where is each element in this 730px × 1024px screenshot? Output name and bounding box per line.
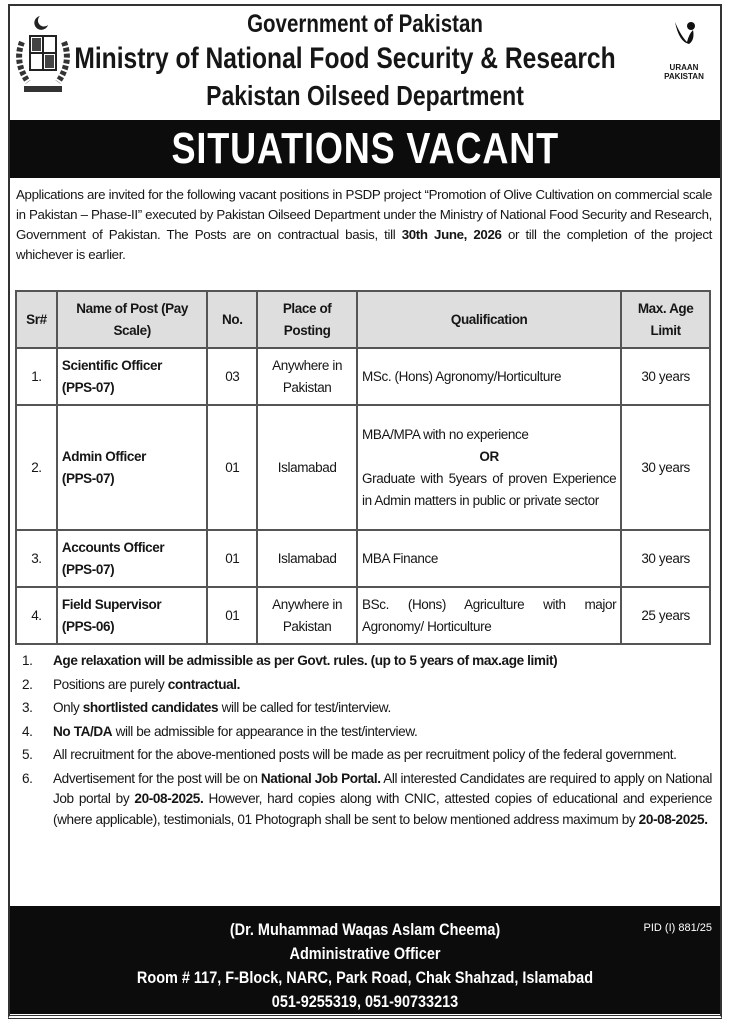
officer-designation: Administrative Officer <box>289 944 441 963</box>
item-number: 5. <box>22 747 33 762</box>
header-qualification: Qualification <box>357 291 621 348</box>
note-text: Only <box>53 700 83 715</box>
terms-list <box>22 651 712 833</box>
officer-name: (Dr. Muhammad Waqas Aslam Cheema) <box>229 920 501 939</box>
sr-cell: 2. <box>16 405 57 530</box>
place-cell: Anywhere in Pakistan <box>257 587 357 644</box>
item-number: 1. <box>22 653 33 668</box>
item-number: 4. <box>22 723 33 739</box>
age-cell: 30 years <box>621 530 710 587</box>
header-age: Max. Age Limit <box>621 291 710 348</box>
note-bold: shortlisted candidates <box>82 700 219 715</box>
phone-numbers: 051-9255319, 051-90733213 <box>271 992 459 1011</box>
sr-cell: 4. <box>16 587 57 644</box>
list-item <box>22 722 712 743</box>
table-row <box>16 405 710 530</box>
table-row <box>16 530 710 587</box>
note-bold: Age relaxation will be admissible as per Govt. rules. (up to 5 years of max.age limit) <box>53 653 558 668</box>
item-number: 2. <box>22 676 33 692</box>
banner <box>10 120 720 178</box>
bird-icon <box>669 18 699 58</box>
qualification-cell: MBA Finance <box>357 530 621 587</box>
pay-scale: (PPS-07) <box>61 379 115 395</box>
no-cell: 03 <box>207 348 257 405</box>
or-separator: OR <box>479 448 499 464</box>
age-cell: 30 years <box>621 405 710 530</box>
qualification-cell: MSc. (Hons) Agronomy/Horticulture <box>357 348 621 405</box>
note-text: Positions are purely <box>53 676 168 692</box>
note-bold: contractual. <box>167 676 241 692</box>
post-name: Accounts Officer <box>61 539 165 555</box>
note-text: However, hard copies along with CNIC, attested copies of educational and experience (where applicable), testimonials, 01 Photograph shall be sent to below mentioned address maximum by <box>53 791 713 827</box>
department-title: Pakistan Oilseed Department <box>206 80 524 111</box>
contract-end-date: 30th June, 2026 <box>401 227 502 242</box>
header-place: Place of Posting <box>257 291 357 348</box>
sr-cell: 3. <box>16 530 57 587</box>
list-item <box>22 745 712 766</box>
government-title: Government of Pakistan <box>247 10 483 38</box>
table-row <box>16 587 710 644</box>
note-text: will be called for test/interview. <box>218 700 391 715</box>
header <box>0 0 730 118</box>
no-cell: 01 <box>207 530 257 587</box>
no-cell: 01 <box>207 405 257 530</box>
header-sr: Sr# <box>16 291 57 348</box>
vacancy-table <box>15 290 711 645</box>
post-cell <box>57 530 208 587</box>
pid-number: PID (I) 881/25 <box>643 922 712 934</box>
table-row <box>16 348 710 405</box>
list-item <box>22 698 712 719</box>
post-name: Scientific Officer <box>61 357 162 373</box>
office-address: Room # 117, F-Block, NARC, Park Road, Chak Shahzad, Islamabad <box>136 968 594 987</box>
qualification-option-1: MBA/MPA with no experience <box>362 426 529 442</box>
note-text: will be admissible for appearance in the test/interview. <box>112 723 418 739</box>
post-cell <box>57 348 208 405</box>
age-cell: 25 years <box>621 587 710 644</box>
deadline-date: 20-08-2025. <box>134 791 204 806</box>
post-cell <box>57 405 208 530</box>
header-no: No. <box>207 291 257 348</box>
item-number: 3. <box>22 700 33 715</box>
list-item <box>22 769 712 831</box>
uraan-pakistan-logo: URAAN PAKISTAN <box>654 18 714 98</box>
header-post: Name of Post (Pay Scale) <box>57 291 208 348</box>
list-item <box>22 651 712 672</box>
intro-text: Applications are invited for the following vacant positions in PSDP project “Promotion of Olive Cultivation on commercial scale in Pakistan – Phase-II” executed by Pakistan Oilseed Department under the Ministry of National Food Security and Research, Government of Pakistan. The Posts are on contractual basis, till <box>16 187 712 242</box>
pay-scale: (PPS-07) <box>61 470 115 486</box>
table-header-row <box>16 291 710 348</box>
list-item <box>22 675 712 696</box>
note-text: Advertisement for the post will be on <box>53 770 261 786</box>
note-bold: No TA/DA <box>53 723 113 739</box>
footer-contact <box>10 906 720 1014</box>
place-cell: Anywhere in Pakistan <box>257 348 357 405</box>
deadline-date: 20-08-2025. <box>638 811 708 827</box>
post-name: Admin Officer <box>61 448 146 464</box>
qualification-cell <box>357 405 621 530</box>
intro-paragraph <box>16 185 712 265</box>
ministry-title: Ministry of National Food Security & Research <box>74 42 616 75</box>
note-text: All recruitment for the above-mentioned posts will be made as per recruitment policy of the federal government. <box>53 747 677 762</box>
note-bold: National Job Portal. <box>260 770 381 786</box>
sr-cell: 1. <box>16 348 57 405</box>
banner-title: SITUATIONS VACANT <box>171 124 559 173</box>
pay-scale: (PPS-07) <box>61 561 115 577</box>
no-cell: 01 <box>207 587 257 644</box>
note-text: All interested Candidates are required to apply on National Job portal by <box>53 770 712 806</box>
place-cell: Islamabad <box>257 530 357 587</box>
item-number: 6. <box>22 770 33 786</box>
post-name: Field Supervisor <box>61 596 162 612</box>
qualification-option-2: Graduate with 5years of proven Experience in Admin matters in public or private sector <box>362 470 617 508</box>
age-cell: 30 years <box>621 348 710 405</box>
pay-scale: (PPS-06) <box>61 618 115 634</box>
qualification-cell: BSc. (Hons) Agriculture with major Agronomy/ Horticulture <box>357 587 621 644</box>
post-cell <box>57 587 208 644</box>
intro-text-end: or till the completion of the project whichever is earlier. <box>16 227 712 262</box>
place-cell: Islamabad <box>257 405 357 530</box>
